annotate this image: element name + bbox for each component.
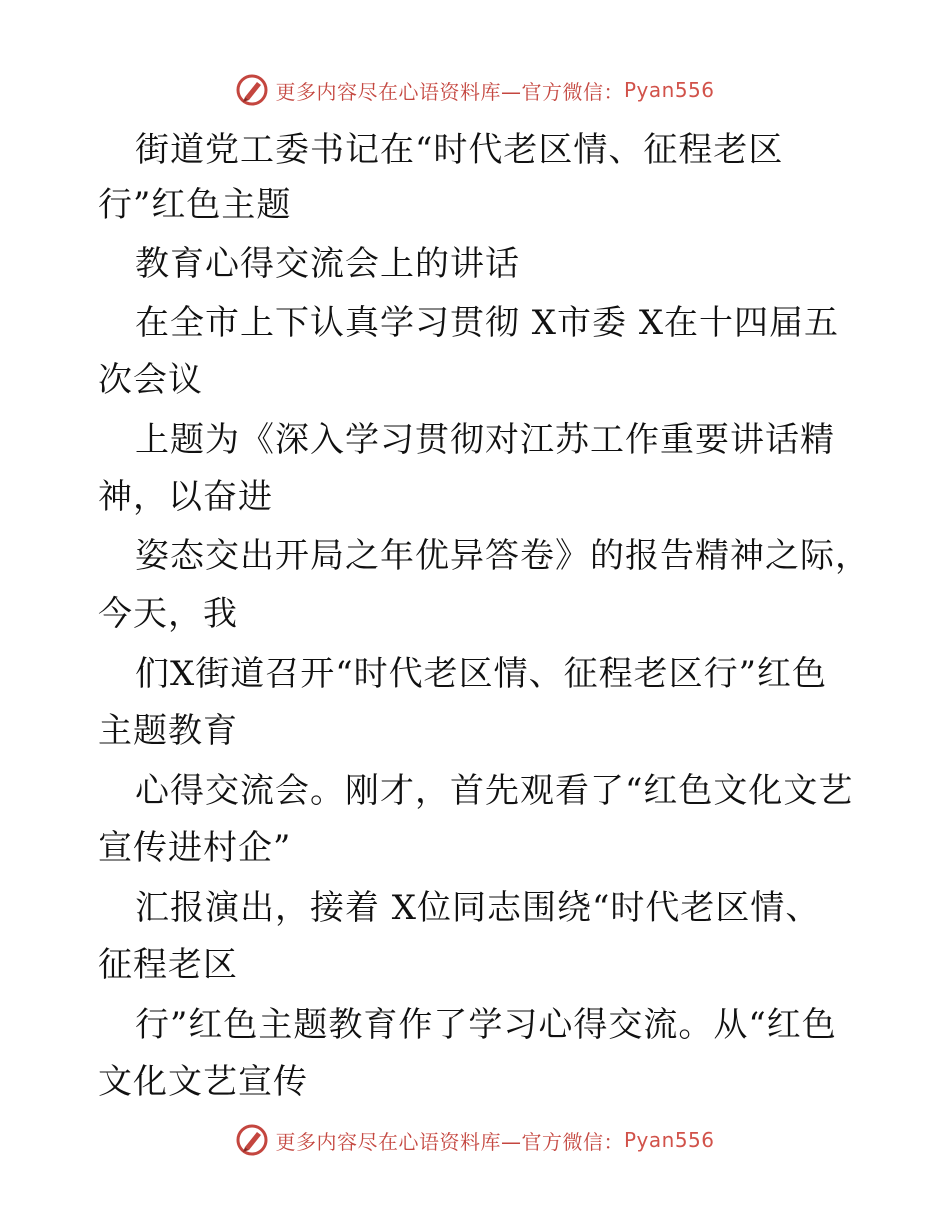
banner-text [275,76,714,105]
header-banner [0,70,950,110]
text-line: 次会议 [98,360,203,400]
banner-wechat-id: Pyan556 [623,78,715,102]
text-line: 神，以奋进 [98,477,273,517]
banner-title: 更多内容尽在心语资料库—官方微信： [275,1129,624,1154]
pen-logo-icon [235,1123,269,1157]
text-line: 们X街道召开“时代老区情、征程老区行”红色 [135,654,827,694]
text-line: 征程老区 [98,945,238,985]
text-line: 今天，我 [98,594,238,634]
banner-title: 更多内容尽在心语资料库—官方微信： [275,79,624,104]
text-line: 街道党工委书记在“时代老区情、征程老区 [135,130,784,170]
text-line: 姿态交出开局之年优异答卷》的报告精神之际， [135,536,870,576]
banner-wechat-id: Pyan556 [623,1128,715,1152]
footer-banner [0,1120,950,1160]
text-line: 上题为《深入学习贯彻对江苏工作重要讲话精 [135,420,835,460]
banner-text [275,1126,714,1155]
text-line: 在全市上下认真学习贯彻 X市委 X在十四届五 [135,303,840,343]
text-line: 文化文艺宣传 [98,1062,308,1102]
text-line: 行”红色主题教育作了学习心得交流。从“红色 [135,1005,837,1045]
text-line: 汇报演出，接着 X位同志围绕“时代老区情、 [135,888,821,928]
text-line: 行”红色主题 [98,185,292,225]
text-line: 教育心得交流会上的讲话 [135,244,520,284]
text-line: 心得交流会。刚才，首先观看了“红色文化文艺 [135,771,854,811]
pen-logo-icon [235,73,269,107]
text-line: 宣传进村企” [98,828,292,868]
text-line: 主题教育 [98,711,238,751]
